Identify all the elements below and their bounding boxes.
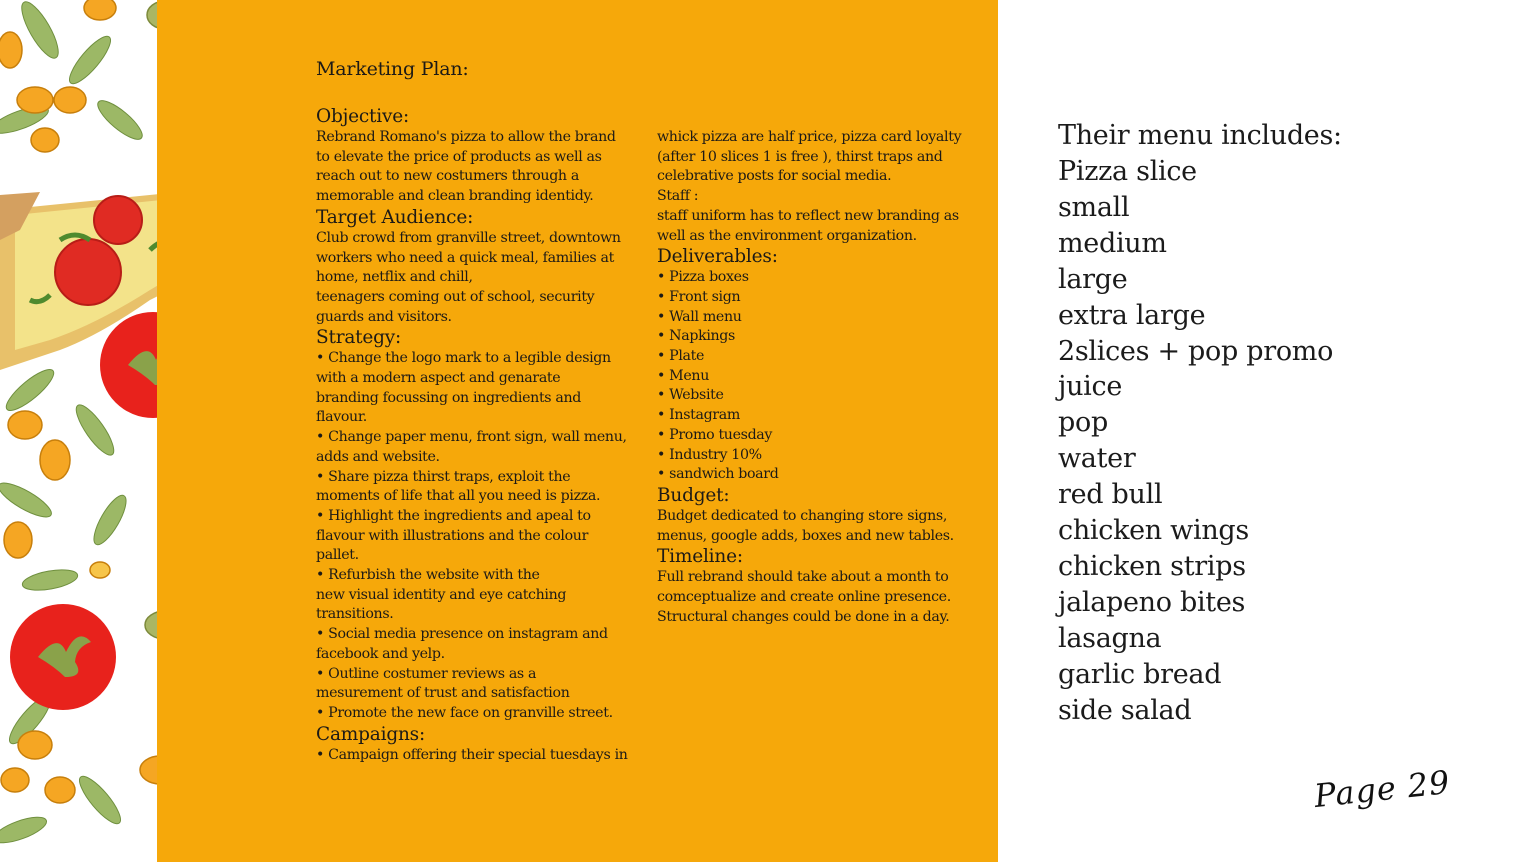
menu-item: water bbox=[1058, 443, 1136, 475]
strategy-line: mesurement of trust and satisfaction bbox=[316, 685, 570, 702]
budget-line: Budget dedicated to changing store signs, bbox=[657, 507, 947, 524]
strategy-line: new visual identity and eye catching bbox=[316, 586, 567, 603]
menu-item: large bbox=[1058, 263, 1128, 295]
campaigns-continued-text bbox=[657, 128, 975, 246]
list-item: • Promo tuesday bbox=[657, 426, 773, 443]
audience-line: home, netflix and chill, bbox=[316, 269, 473, 286]
menu-item: chicken strips bbox=[1058, 550, 1246, 582]
objective-line: reach out to new costumers through a bbox=[316, 168, 579, 185]
campaigns-heading: Campaigns: bbox=[316, 723, 426, 745]
timeline-line: Structural changes could be done in a day. bbox=[657, 608, 950, 625]
audience-text bbox=[316, 229, 638, 328]
campaigns-line: • Campaign offering their special tuesdays in bbox=[316, 746, 628, 763]
strategy-line: • Social media presence on instagram and bbox=[316, 626, 608, 643]
strategy-line: flavour with illustrations and the colour bbox=[316, 527, 589, 544]
objective-line: memorable and clean branding identidy. bbox=[316, 188, 594, 205]
menu-item: medium bbox=[1058, 227, 1167, 259]
menu-item: pop bbox=[1058, 407, 1108, 439]
strategy-line: pallet. bbox=[316, 547, 359, 564]
staff-line: staff uniform has to reflect new branding as bbox=[657, 207, 959, 224]
objective-heading: Objective: bbox=[316, 106, 410, 127]
objective-line: Rebrand Romano's pizza to allow the brand bbox=[316, 129, 616, 145]
strategy-line: • Refurbish the website with the bbox=[316, 567, 540, 584]
list-item: • Wall menu bbox=[657, 308, 742, 325]
timeline-heading: Timeline: bbox=[657, 546, 743, 568]
strategy-line: facebook and yelp. bbox=[316, 645, 445, 662]
strategy-line: • Outline costumer reviews as a bbox=[316, 665, 537, 682]
list-item: • Website bbox=[657, 387, 724, 404]
campaigns-line: whick pizza are half price, pizza card loyalty bbox=[657, 129, 962, 145]
menu-item: Pizza slice bbox=[1058, 156, 1197, 187]
audience-line: workers who need a quick meal, families at bbox=[316, 249, 614, 266]
strategy-line: flavour. bbox=[316, 409, 367, 426]
menu-item: jalapeno bites bbox=[1058, 586, 1246, 618]
audience-line: Club crowd from granville street, downtown bbox=[316, 229, 621, 246]
list-item: • Pizza boxes bbox=[657, 269, 749, 286]
strategy-line: branding focussing on ingredients and bbox=[316, 389, 582, 406]
campaigns-line: celebrative posts for social media. bbox=[657, 168, 892, 185]
menu-item: small bbox=[1058, 191, 1130, 223]
menu-title: Their menu includes: bbox=[1058, 120, 1342, 151]
strategy-line: • Change the logo mark to a legible design bbox=[316, 350, 611, 367]
budget-heading: Budget: bbox=[657, 484, 730, 506]
deliverables-list bbox=[657, 268, 975, 485]
menu-item: extra large bbox=[1058, 299, 1206, 331]
audience-line: teenagers coming out of school, security bbox=[316, 288, 595, 305]
deliverables-heading: Deliverables: bbox=[657, 246, 778, 268]
campaigns-line: (after 10 slices 1 is free ), thirst traps and bbox=[657, 148, 943, 165]
menu-item: garlic bread bbox=[1058, 658, 1222, 690]
list-item: • Napkings bbox=[657, 328, 735, 345]
budget-line: menus, google adds, boxes and new tables. bbox=[657, 527, 954, 544]
strategy-text bbox=[316, 349, 638, 723]
menu-item: side salad bbox=[1058, 694, 1192, 726]
strategy-line: • Share pizza thirst traps, exploit the bbox=[316, 468, 571, 485]
marketing-plan-column-1 bbox=[316, 58, 638, 765]
strategy-line: • Highlight the ingredients and apeal to bbox=[316, 507, 591, 524]
strategy-line: • Change paper menu, front sign, wall menu, bbox=[316, 429, 627, 446]
budget-text bbox=[657, 507, 975, 546]
list-item: • Menu bbox=[657, 367, 709, 384]
timeline-line: comceptualize and create online presence. bbox=[657, 589, 951, 606]
timeline-line: Full rebrand should take about a month to bbox=[657, 569, 949, 586]
list-item: • Instagram bbox=[657, 407, 740, 424]
audience-heading: Target Audience: bbox=[316, 206, 474, 228]
menu-item: lasagna bbox=[1058, 622, 1162, 654]
strategy-heading: Strategy: bbox=[316, 327, 402, 349]
timeline-text bbox=[657, 568, 975, 627]
staff-label: Staff : bbox=[657, 188, 699, 205]
list-item: • sandwich board bbox=[657, 466, 779, 483]
list-item: • Front sign bbox=[657, 288, 741, 305]
menu-item: red bull bbox=[1058, 479, 1163, 511]
strategy-line: • Promote the new face on granville street. bbox=[316, 704, 613, 721]
audience-line: guards and visitors. bbox=[316, 308, 452, 325]
menu-list bbox=[1058, 154, 1342, 729]
list-item: • Plate bbox=[657, 348, 705, 365]
page-number: Page 29 bbox=[1312, 762, 1453, 816]
staff-line: well as the environment organization. bbox=[657, 227, 917, 244]
menu-item: 2slices + pop promo bbox=[1058, 335, 1334, 367]
list-item: • Industry 10% bbox=[657, 446, 762, 463]
strategy-line: transitions. bbox=[316, 606, 394, 623]
menu-section bbox=[1058, 118, 1342, 729]
strategy-line: adds and website. bbox=[316, 448, 440, 465]
plan-title: Marketing Plan: bbox=[316, 58, 469, 80]
menu-item: chicken wings bbox=[1058, 515, 1249, 547]
marketing-plan-column-2 bbox=[657, 128, 975, 627]
objective-line: to elevate the price of products as well as bbox=[316, 148, 602, 165]
objective-text bbox=[316, 128, 638, 207]
strategy-line: with a modern aspect and genarate bbox=[316, 370, 561, 387]
strategy-line: moments of life that all you need is pizza. bbox=[316, 488, 601, 505]
menu-item: juice bbox=[1058, 371, 1122, 403]
campaigns-text bbox=[316, 746, 638, 766]
